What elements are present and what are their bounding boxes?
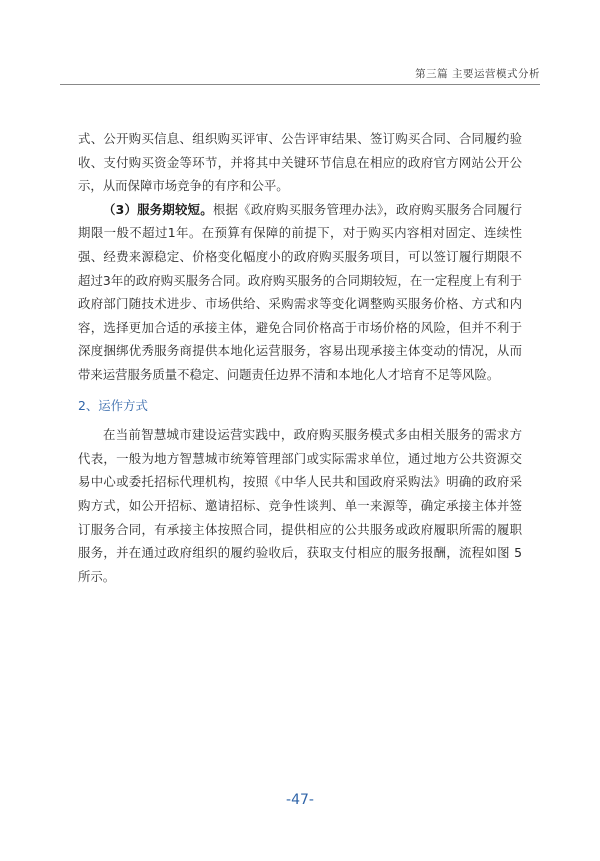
section-heading: 2、运作方式	[78, 397, 148, 413]
header-title: 第三篇 主要运营模式分析	[415, 68, 540, 80]
page-number: -47-	[286, 792, 314, 808]
page-content	[78, 127, 522, 588]
paragraph-2-lead: （3）服务期较短。	[103, 201, 213, 217]
paragraph-1: 式、公开购买信息、组织购买评审、公告评审结果、签订购买合同、合同履约验收、支付购买资金等环节，并将其中关键环节信息在相应的政府官方网站公开公示，从而保障市场竞争的有序和公平。	[78, 131, 522, 194]
paragraph-2-text: 根据《政府购买服务管理办法》，政府购买服务合同履行期限一般不超过1年。在预算有保障的前提下，对于购买内容相对固定、连续性强、经费来源稳定、价格变化幅度小的政府购买服务项目，可以签订履行期限不超过3年的政府购买服务合同。政府购买服务的合同期较短，在一定程度上有利于政府部门随技术进步、市场供给、采购需求等变化调整购买服务价格、方式和内容，选择更加合适的承接主体，避免合同价格高于市场价格的风险，但并不利于深度捆绑优秀服务商提供本地化运营服务，容易出现承接主体变动的情况，从而带来运营服务质量不稳定、问题责任边界不清和本地化人才培育不足等风险。	[78, 201, 522, 382]
paragraph-2	[78, 198, 522, 387]
paragraph-3: 在当前智慧城市建设运营实践中，政府购买服务模式多由相关服务的需求方代表，一般为地方智慧城市统筹管理部门或实际需求单位，通过地方公共资源交易中心或委托招标代理机构，按照《中华人民共和国政府采购法》明确的政府采购方式，如公开招标、邀请招标、竞争性谈判、单一来源等，确定承接主体并签订服务合同，有承接主体按照合同，提供相应的公共服务或政府履职所需的履职服务，并在通过政府组织的履约验收后，获取支付相应的服务报酬，流程如图 5 所示。	[78, 427, 522, 584]
page-header	[60, 64, 540, 85]
